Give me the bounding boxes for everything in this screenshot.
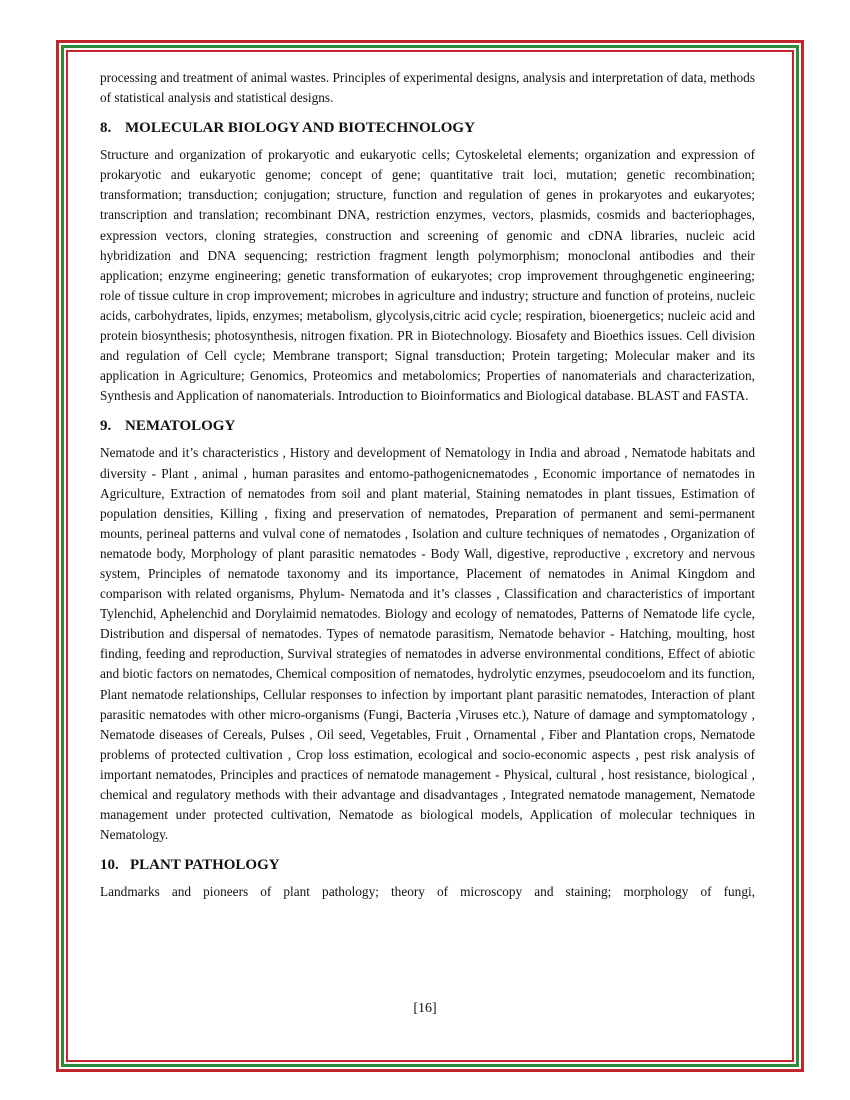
intro-paragraph: processing and treatment of animal wastes. Principles of experimental designs, analysis and interpretation of data, methods of statistical analysis and statistical designs. xyxy=(100,70,755,106)
section-title: MOLECULAR BIOLOGY AND BIOTECHNOLOGY xyxy=(125,120,475,137)
section-number: 9. xyxy=(100,418,112,435)
section-heading-nematology xyxy=(100,416,755,436)
page-number: [16] xyxy=(413,1001,437,1016)
section-title: PLANT PATHOLOGY xyxy=(130,857,280,874)
document-body xyxy=(100,68,755,902)
section-heading-plant-pathology xyxy=(100,855,755,875)
section-body-plant-pathology: Landmarks and pioneers of plant pathology; theory of microscopy and staining; morphology of fungi, xyxy=(100,884,755,900)
section-title: NEMATOLOGY xyxy=(125,418,236,435)
section-heading-molecular-biology xyxy=(100,118,755,138)
section-body-molecular-biology: Structure and organization of prokaryotic and eukaryotic cells; Cytoskeletal elements; organization and expression of prokaryotic and eukaryotic genome; concept of gene; quantitative trait loci, mutation; genetic recombination; transformation; transduction; conjugation; structure, function and regulation of genes in prokaryotes and eukaryotes; transcription and translation; recombinant DNA, restriction enzymes, vectors, plasmids, cosmids and bacteriophages, expression vectors, cloning strategies, construction and screening of genomic and cDNA libraries, nucleic acid hybridization and DNA sequencing; restriction fragment length polymorphism; monoclonal antibodies and their application; enzyme engineering; genetic transformation of eukaryotes; crop improvement throughgenetic engineering; role of tissue culture in crop improvement; microbes in agriculture and industry; structure and function of proteins, nucleic acids, carbohydrates, lipids, enzymes; metabolism, glycolysis,citric acid cycle; respiration, bioenergetics; nucleic acid and protein biosynthesis; photosynthesis, nitrogen fixation. PR in Biotechnology. Biosafety and Bioethics issues. Cell division and regulation of Cell cycle; Membrane transport; Signal transduction; Protein targeting; Molecular maker and its application in Agriculture; Genomics, Proteomics and metabolomics; Properties of nanomaterials and characterization, Synthesis and Application of nanomaterials. Introduction to Bioinformatics and Biological database. BLAST and FASTA. xyxy=(100,147,755,404)
section-body-nematology: Nematode and it’s characteristics , History and development of Nematology in India and abroad , Nematode habitats and diversity - Plant , animal , human parasites and entomo-pathogenicnematodes , Economic importance of nematodes in Agriculture, Extraction of nematodes from soil and plant material, Staining nematodes in plant tissues, Estimation of population densities, Killing , fixing and preservation of nematodes, Preparation of permanent and semi-permanent mounts, perineal patterns and vulval cone of nematodes , Isolation and culture techniques of nematodes , Organization of nematode body, Morphology of plant parasitic nematodes - Body Wall, digestive, reproductive , excretory and nervous system, Principles of nematode taxonomy and its importance, Placement of nematodes in Animal Kingdom and comparison with related organisms, Phylum- Nematoda and it’s classes , Classification and characteristics of important Tylenchid, Aphelenchid and Dorylaimid nematodes. Biology and ecology of nematodes, Patterns of Nematode life cycle, Distribution and dispersal of nematodes. Types of nematode parasitism, Nematode behavior - Hatching, moulting, host finding, feeding and reproduction, Survival strategies of nematodes in adverse environmental conditions, Effect of abiotic and biotic factors on nematodes, Chemical composition of nematodes, hydrolytic enzymes, pseudocoelom and its function, Plant nematode relationships, Cellular responses to infection by important plant parasitic nematodes, Interaction of plant parasitic nematodes with other micro-organisms (Fungi, Bacteria ,Viruses etc.), Nature of damage and symptomatology , Nematode diseases of Cereals, Pulses , Oil seed, Vegetables, Fruit , Ornamental , Fiber and Plantation crops, Nematode problems of protected cultivation , Crop loss estimation, ecological and socio-economic aspects , pest risk analysis of important nematodes, Principles and practices of nematode management - Physical, cultural , host resistance, biological , chemical and regulatory methods with their advantage and disadvantages , Integrated nematode management, Nematode management under protected cultivation, Nematode as biological models, Application of molecular techniques in Nematology. xyxy=(100,445,755,843)
section-number: 8. xyxy=(100,120,112,137)
section-number: 10. xyxy=(100,857,119,874)
